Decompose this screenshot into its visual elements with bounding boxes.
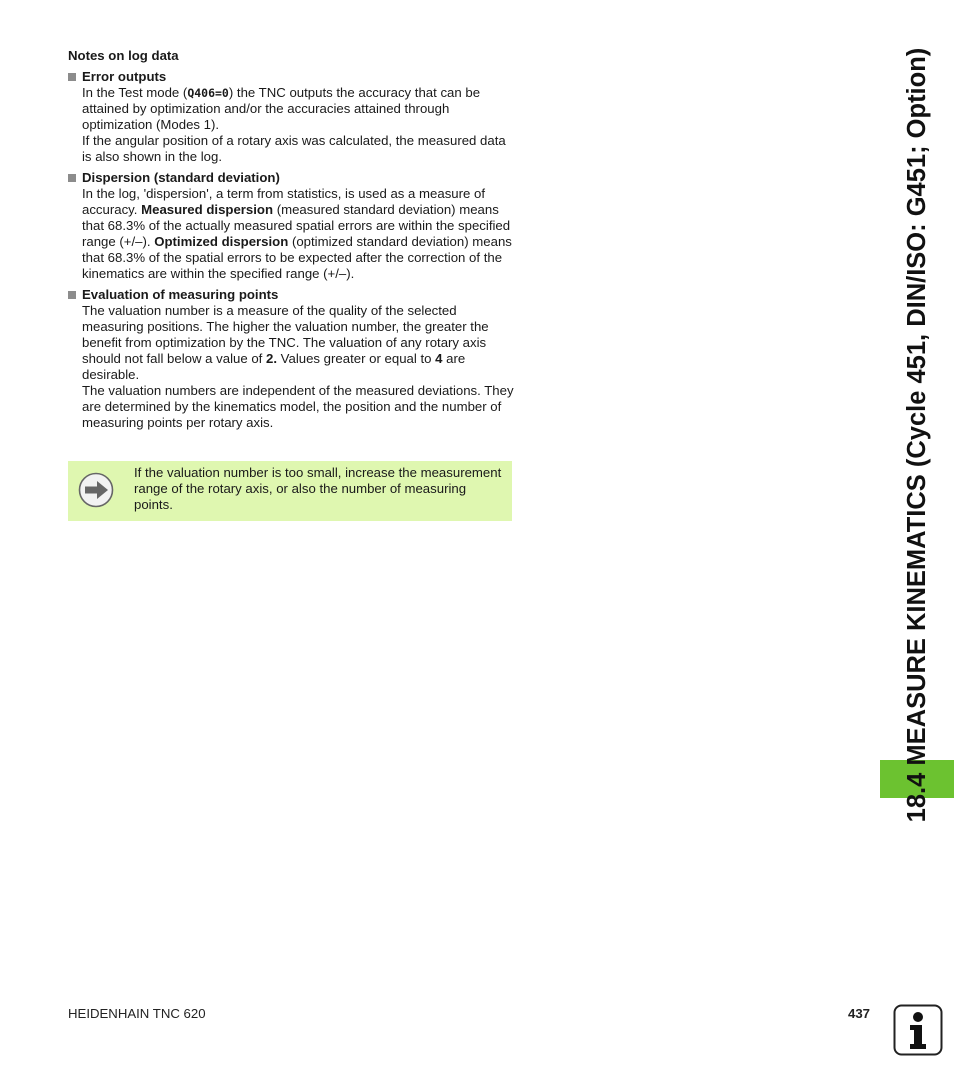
- text-run: are desirable.: [82, 351, 466, 382]
- bullet-icon: [68, 73, 76, 81]
- item-title-text: Dispersion (standard deviation): [82, 170, 280, 185]
- info-icon: [893, 1004, 943, 1056]
- section-heading: Notes on log data: [68, 48, 179, 63]
- note-box: [68, 461, 512, 521]
- bold-run: 4: [435, 351, 443, 366]
- bullet-icon: [68, 174, 76, 182]
- paragraph: [82, 186, 514, 282]
- bold-run: 2.: [266, 351, 278, 366]
- text-run: In the Test mode (: [82, 85, 188, 100]
- paragraph: If the angular position of a rotary axis was calculated, the measured data is also shown in the log.: [82, 133, 506, 164]
- text-run: Values greater or equal to: [277, 351, 436, 366]
- page-number: 437: [848, 1006, 871, 1021]
- text-run: In the log, 'dispersion', a term from statistics, is used as a measure of accuracy.: [82, 186, 486, 217]
- footer-product: HEIDENHAIN TNC 620: [68, 1006, 206, 1021]
- list-item-error-outputs: [68, 69, 514, 165]
- item-title: [68, 69, 514, 85]
- text-run: (optimized standard deviation) means that 68.3% of the spatial errors to be expected after the correction of the kinematics are within the specified range (+/–).: [82, 234, 512, 281]
- paragraph: [82, 303, 514, 383]
- text-run: The valuation number is a measure of the quality of the selected measuring positions. The higher the valuation number, the greater the benefit from optimization by the TNC. The valuation of any rotary axis should not fall below a value of: [82, 303, 489, 366]
- text-run: ) the TNC outputs the accuracy that can be attained by optimization and/or the accuracies attained through optimization (Modes 1).: [82, 85, 481, 132]
- chapter-title: [895, 35, 939, 835]
- item-title: [68, 170, 514, 186]
- note-text: If the valuation number is too small, increase the measurement range of the rotary axis, or also the number of measuring points.: [134, 465, 502, 512]
- item-title: [68, 287, 514, 303]
- list-item-evaluation: [68, 287, 514, 431]
- chapter-title-text: 18.4 MEASURE KINEMATICS (Cycle 451, DIN/ISO: G451; Option): [903, 47, 931, 823]
- bullet-icon: [68, 291, 76, 299]
- list-item-dispersion: [68, 170, 514, 282]
- paragraph: The valuation numbers are independent of the measured deviations. They are determined by the kinematics model, the position and the number of measuring points per rotary axis.: [82, 383, 514, 430]
- item-title-text: Error outputs: [82, 69, 167, 84]
- bold-run: Optimized dispersion: [154, 234, 289, 249]
- bold-run: Measured dispersion: [141, 202, 274, 217]
- text-run: (measured standard deviation) means that 68.3% of the actually measured spatial errors are within the specified range (+/–).: [82, 202, 511, 249]
- paragraph: [82, 85, 514, 133]
- item-title-text: Evaluation of measuring points: [82, 287, 279, 302]
- arrow-right-icon: [78, 472, 114, 508]
- code-run: Q406=0: [187, 86, 229, 100]
- main-content: [68, 48, 514, 436]
